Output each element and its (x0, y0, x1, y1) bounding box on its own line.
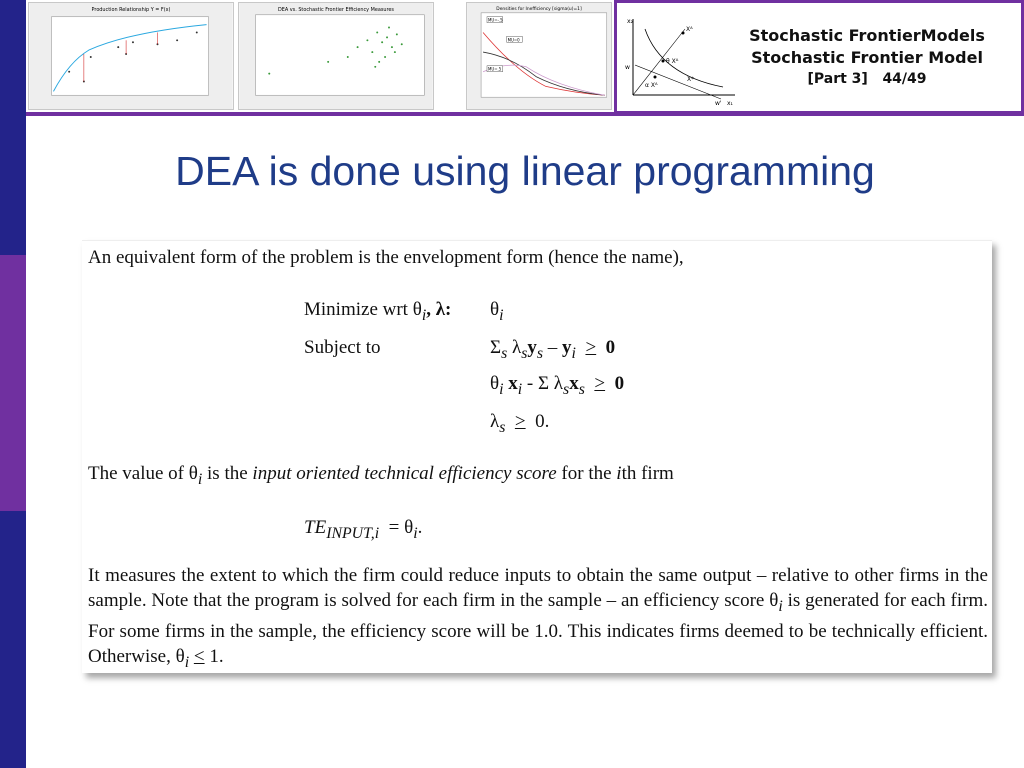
thumb2-title: DEA vs. Stochastic Frontier Efficiency Measures (278, 6, 394, 13)
constraint-1: $\Sigma_s$ $\lambda_sy_s - y_i > 0$ (490, 337, 616, 362)
constraint-3: $\lambda_s > 0$. (490, 411, 550, 436)
diagram-x1-label: x₁ (727, 100, 733, 107)
thumb3-label-3: MU=.5 (487, 66, 502, 72)
diagram-theta-label: θ Xᴬ (666, 58, 679, 65)
diagram-xstar-label: X* (687, 76, 695, 83)
header-divider (26, 112, 1024, 116)
header-title-line1: Stochastic FrontierModels (749, 26, 985, 45)
subject-to-label: Subject to (304, 337, 381, 358)
intro-text: An equivalent form of the problem is the envelopment form (hence the name), (88, 247, 684, 268)
objective: $\theta_i$ (490, 299, 504, 324)
dea-scatter-image (239, 3, 433, 109)
header-part-page (717, 69, 1017, 89)
header-title-line2: Stochastic Frontier Model (751, 48, 983, 67)
header-page-number: 44/49 (882, 71, 927, 87)
thumb3-label-2: MU=0 (507, 37, 520, 43)
thumb3-title: Densities for Inefficiency [sigma(u)=1] (496, 6, 582, 12)
left-bar-bottom (0, 511, 26, 768)
minimize-label: Minimize wrt $\theta_i$, λ: (304, 299, 452, 324)
thumb3-label-1: MU=-.5 (487, 17, 503, 23)
te-equation: $TE_{INPUT,i} = \theta_i$. (304, 517, 423, 542)
diagram-x2-label: x₂ (627, 18, 633, 25)
diagram-wprime-label: w' (715, 100, 722, 107)
explanation-paragraph: It measures the extent to which the firm could reduce inputs to obtain the same output – relative to other firms in the sample. Note that the program is solved for each firm in the sample – an efficiency score $\theta_i$ is generated for each firm. For some firms in the sample, the efficiency score will be 1.0. This indicates firms deemed to be technically efficient. Otherwise, $\theta_i < 1$. (88, 565, 988, 671)
diagram-alpha-label: α Xᴬ (645, 82, 658, 89)
header-title-text (717, 25, 1017, 89)
thumbnail-production-chart (28, 2, 234, 110)
diagram-w-label: w (625, 64, 630, 71)
thumb1-title: Production Relationship Y = F(x) (91, 6, 171, 13)
left-bar-top (0, 0, 26, 255)
thumbnail-densities-chart (466, 2, 612, 110)
constraint-2: $\theta_i$ $x_i$ - Σ $\lambda_sx_s > 0$ (490, 373, 625, 398)
header-title-box (614, 0, 1024, 114)
slide-title: DEA is done using linear programming (175, 148, 875, 194)
header-part: [Part 3] (807, 71, 868, 87)
content-panel (82, 240, 992, 673)
left-bar-middle (0, 255, 26, 511)
value-sentence: The value of $\theta_i$ is the input oriented technical efficiency score for the ith firm (88, 463, 674, 488)
densities-chart-image (467, 3, 611, 109)
diagram-xa-label: Xᴬ (686, 26, 693, 33)
production-chart-image (29, 3, 233, 109)
thumbnail-dea-scatter (238, 2, 434, 110)
